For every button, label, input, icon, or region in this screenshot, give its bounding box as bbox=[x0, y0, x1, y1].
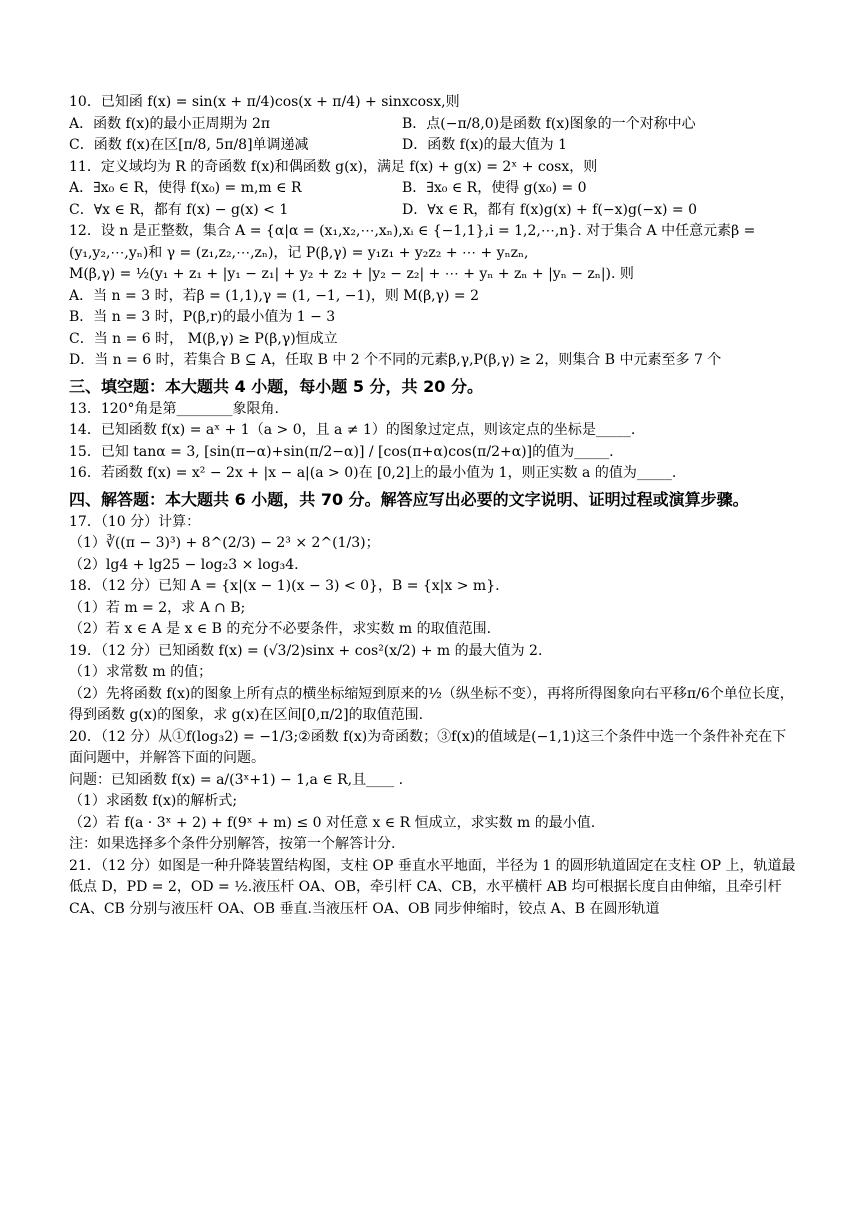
q17-stem: 17．（10 分）计算： bbox=[69, 513, 201, 530]
q18-stem: 18．（12 分）已知 A = {x|(x − 1)(x − 3) < 0}，B = {x|x > m}. bbox=[69, 578, 500, 594]
q12-option-a: A．当 n = 3 时，若β = (1,1),γ = (1, −1, −1)，则 M(β,γ) = 2 bbox=[69, 287, 479, 304]
q19-stem: 19．（12 分）已知函数 f(x) = (√3/2)sinx + cos²(x/2) + m 的最大值为 2. bbox=[69, 642, 543, 659]
q10-option-c: C．函数 f(x)在区[π/8, 5π/8]单调递减 bbox=[69, 137, 309, 153]
q17-part-2: （2）lg4 + lg25 − log₂3 × log₃4. bbox=[69, 556, 299, 573]
q11-option-d: D．∀x ∈ R，都有 f(x)g(x) + f(−x)g(−x) = 0 bbox=[402, 201, 698, 218]
q20-problem: 问题：已知函数 f(x) = a/(3ˣ+1) − 1,a ∈ R,且____ . bbox=[69, 771, 404, 788]
q15: 15．已知 tanα = 3, [sin(π−α)+sin(π/2−α)] / [cos(π+α)cos(π/2+α)]的值为_____. bbox=[69, 443, 614, 460]
q11-options-row-1 bbox=[69, 178, 797, 200]
q10-options-row-2 bbox=[69, 135, 797, 157]
q10-option-a: A．函数 f(x)的最小正周期为 2π bbox=[69, 115, 271, 132]
q20-part-2: （2）若 f(a · 3ˣ + 2) + f(9ˣ + m) ≤ 0 对任意 x ∈ R 恒成立，求实数 m 的最小值. bbox=[69, 814, 596, 831]
q16: 16．若函数 f(x) = x² − 2x + |x − a|(a > 0)在 [0,2]上的最小值为 1，则正实数 a 的值为_____. bbox=[69, 465, 677, 481]
q11-option-a: A．∃x₀ ∈ R，使得 f(x₀) = m,m ∈ R bbox=[69, 180, 302, 196]
q18-part-2: （2）若 x ∈ A 是 x ∈ B 的充分不必要条件，求实数 m 的取值范围. bbox=[69, 621, 492, 637]
q13: 13．120°角是第________象限角. bbox=[69, 400, 279, 417]
q14: 14．已知函数 f(x) = aˣ + 1（a > 0，且 a ≠ 1）的图象过定点，则该定点的坐标是_____. bbox=[69, 422, 636, 438]
q12-option-b: B．当 n = 3 时，P(β,r)的最小值为 1 − 3 bbox=[69, 309, 336, 325]
exam-page bbox=[69, 92, 797, 920]
q20-note: 注：如果选择多个条件分别解答，按第一个解答计分. bbox=[69, 836, 396, 852]
q10-option-d: D．函数 f(x)的最大值为 1 bbox=[402, 137, 568, 153]
q11-stem: 11．定义域均为 R 的奇函数 f(x)和偶函数 g(x)，满足 f(x) + g(x) = 2ˣ + cosx，则 bbox=[69, 158, 598, 175]
q12-line-3: M(β,γ) = ½(y₁ + z₁ + |y₁ − z₁| + y₂ + z₂ + |y₂ − z₂| + ⋯ + yₙ + zₙ + |yₙ − zₙ|). 则 bbox=[69, 266, 634, 282]
q10-stem: 10．已知函 f(x) = sin(x + π/4)cos(x + π/4) + sinxcosx,则 bbox=[69, 94, 460, 110]
q10-option-b: B．点(−π/8,0)是函数 f(x)图象的一个对称中心 bbox=[402, 115, 696, 132]
q20-part-1: （1）求函数 f(x)的解析式; bbox=[69, 793, 238, 809]
q12-line-2: (y₁,y₂,⋯,yₙ)和 γ = (z₁,z₂,⋯,zₙ)，记 P(β,γ) = y₁z₁ + y₂z₂ + ⋯ + yₙzₙ, bbox=[69, 244, 529, 261]
q11-option-c: C．∀x ∈ R，都有 f(x) − g(x) < 1 bbox=[69, 201, 289, 218]
q12-line-1: 12．设 n 是正整数，集合 A = {α|α = (x₁,x₂,⋯,xₙ),xᵢ ∈ {−1,1},i = 1,2,⋯,n}. 对于集合 A 中任意元素β = bbox=[69, 223, 756, 239]
q12-option-d: D．当 n = 6 时，若集合 B ⊆ A，任取 B 中 2 个不同的元素β,γ,P(β,γ) ≥ 2，则集合 B 中元素至多 7 个 bbox=[69, 352, 722, 368]
q17-part-1: （1）∛((π − 3)³) + 8^(2/3) − 2³ × 2^(1/3)； bbox=[69, 535, 380, 551]
q12-option-c: C．当 n = 6 时， M(β,γ) ≥ P(β,γ)恒成立 bbox=[69, 330, 338, 347]
q21-stem: 21．（12 分）如图是一种升降装置结构图，支柱 OP 垂直水平地面，半径为 1 的圆形轨道固定在支柱 OP 上，轨道最低点 D，PD = 2，OD = ½.液压杆 OA、OB，牵引杆 CA、CB，水平横杆 AB 均可根据长度自由伸缩，且牵引杆 CA、CB 分别与液压杆 OA、OB 垂直.当液压杆 OA、OB 同步伸缩时，铰点 A、B 在圆形轨道 bbox=[69, 857, 796, 917]
q19-part-1: （1）求常数 m 的值； bbox=[69, 664, 213, 680]
q10-options-row-1 bbox=[69, 114, 797, 136]
section-3-heading: 三、填空题：本大题共 4 小题，每小题 5 分，共 20 分。 bbox=[69, 376, 483, 396]
q19-part-2: （2）先将函数 f(x)的图象上所有点的横坐标缩短到原来的½（纵坐标不变），再将所得图象向右平移π/6个单位长度，得到函数 g(x)的图象，求 g(x)在区间[0,π/2]的取值范围. bbox=[69, 685, 794, 723]
q18-part-1: （1）若 m = 2，求 A ∩ B; bbox=[69, 599, 246, 616]
section-4-heading: 四、解答题：本大题共 6 小题，共 70 分。解答应写出必要的文字说明、证明过程或演算步骤。 bbox=[69, 489, 749, 509]
q11-option-b: B．∃x₀ ∈ R，使得 g(x₀) = 0 bbox=[402, 180, 587, 196]
q20-stem: 20．（12 分）从①f(log₃2) = −1/3;②函数 f(x)为奇函数；③f(x)的值域是(−1,1)这三个条件中选一个条件补充在下面问题中，并解答下面的问题。 bbox=[69, 728, 787, 766]
q11-options-row-2 bbox=[69, 200, 797, 222]
